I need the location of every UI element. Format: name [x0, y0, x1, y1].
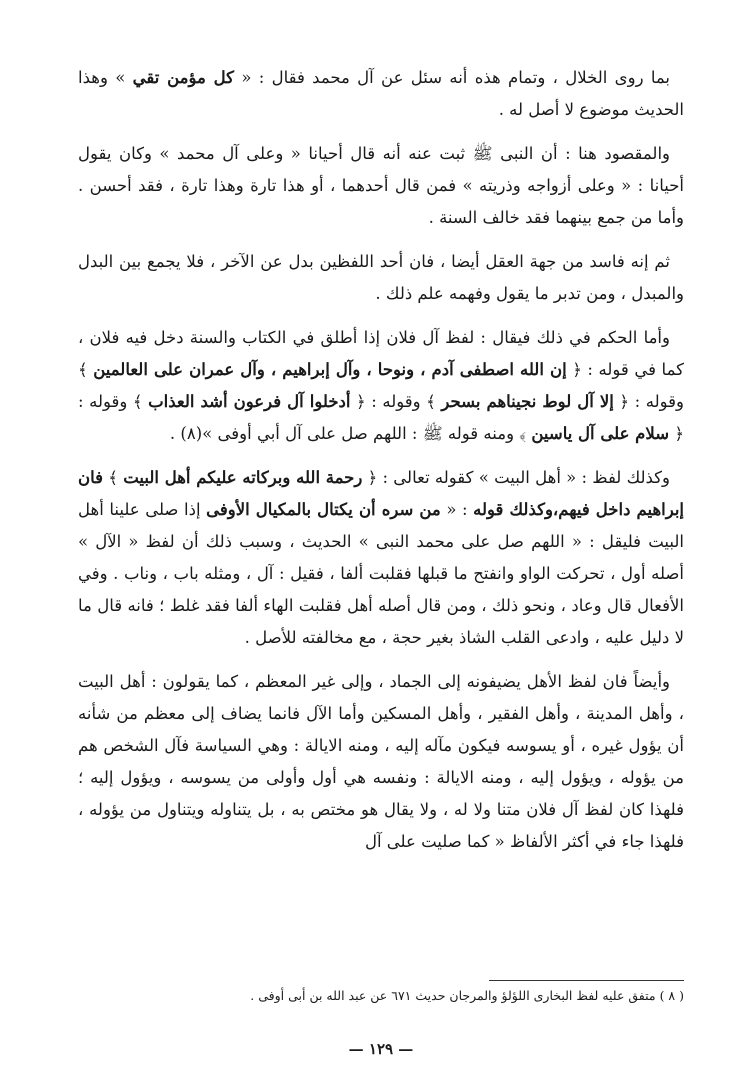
text-segment: والمقصود هنا : أن النبى ﷺ ثبت عنه أنه قال أحيانا « وعلى آل محمد » وكان يقول أحيانا : « وعلى أزواجه وذريته » فمن قال أحدهما ، أو هذا تارة وهذا تارة ، فقد أحسن . وأما من جمع بينهما فقد خالف السنة .	[78, 144, 684, 227]
text-segment: ﴾	[103, 468, 124, 487]
footnote-rule	[489, 980, 684, 981]
quoted-text: أدخلوا آل فرعون أشد العذاب	[148, 392, 351, 411]
footnote: ( ٨ ) متفق عليه لفظ البخارى اللؤلؤ والمرجان حديث ٦٧١ عن عبد الله بن أبى أوفى .	[250, 988, 684, 1003]
quoted-text: من سره أن يكتال بالمكيال الأوفى	[206, 500, 441, 519]
text-segment: وأيضاً فان لفظ الأهل يضيفونه إلى الجماد ، وإلى غير المعظم ، كما يقولون : أهل البيت ، وأهل المدينة ، وأهل الفقير ، وأهل المسكين وأما الآل فانما يضاف إلى معظم من شأنه أن يؤول غيره ، أو يسوسه فيكون مآله إليه ، ومنه الايالة : وهي السياسة فآل الشخص هم من يؤوله ، ويؤول إليه ، ومنه الايالة : ونفسه هي أول وأولى من يسوسه ، ويؤول إليه ؛ فلهذا كان لفظ آل فلان متنا ولا له ، ولا يقال هو مختص به ، بل يتناوله ويتناول من يؤوله ، فلهذا جاء في أكثر الألفاظ « كما صليت على آل	[78, 672, 684, 851]
paragraph	[78, 462, 684, 654]
quoted-text: فان إبراهيم داخل فيهم،وكذلك قوله	[78, 468, 685, 519]
quoted-text: إن الله اصطفى آدم ، ونوحا ، وآل إبراهيم ، وآل عمران على العالمين	[93, 360, 567, 379]
page-number: — ١٢٩ —	[348, 1040, 414, 1058]
quoted-text: رحمة الله وبركاته عليكم أهل البيت	[123, 468, 363, 487]
paragraph	[78, 322, 684, 450]
text-segment: : «	[440, 500, 474, 519]
paragraph	[78, 138, 684, 234]
text-segment: وكذلك لفظ : « أهل البيت » كقوله تعالى : ﴿	[362, 468, 670, 487]
body-text	[78, 62, 684, 858]
text-segment: ﴾ ومنه قوله ﷺ : اللهم صل على آل أبي أوفى »(٨) .	[169, 424, 532, 443]
quoted-text: إلا آل لوط نجيناهم بسحر	[441, 392, 614, 411]
quoted-text: كل مؤمن تقي	[132, 68, 235, 87]
text-segment: ﴾ وقوله : ﴿	[350, 392, 442, 411]
text-segment: وأما الحكم في ذلك فيقال : لفظ آل فلان إذا أطلق في الكتاب والسنة دخل فيه فلان ، كما في قوله : ﴿	[78, 328, 684, 379]
text-segment: إذا صلى علينا أهل البيت فليقل : « اللهم صل على محمد النبى » الحديث ، وسبب ذلك أن لفظ « الآل » أصله أول ، تحركت الواو وانفتح ما قبلها فقلبت ألفا ، فقيل : آل ، ومثله باب ، وناب . وفي الأفعال قال وعاد ، ونحو ذلك ، ومن قال أصله أهل فقلبت الهاء ألفا فقد غلط ؛ فانه قال ما لا دليل عليه ، وادعى القلب الشاذ بغير حجة ، مع مخالفته للأصل .	[78, 500, 684, 647]
text-segment: ثم إنه فاسد من جهة العقل أيضا ، فان أحد اللفظين بدل عن الآخر ، فلا يجمع بين البدل والمبدل ، ومن تدبر ما يقول وفهمه علم ذلك .	[78, 252, 684, 303]
paragraph	[78, 666, 684, 858]
text-segment: بما روى الخلال ، وتمام هذه أنه سئل عن آل محمد فقال : «	[234, 68, 670, 87]
document-page	[78, 62, 684, 1062]
text-segment: » وهذا الحديث موضوع لا أصل له .	[78, 68, 684, 119]
paragraph	[78, 62, 684, 126]
text-segment: ﴾ وقوله : ﴿	[78, 360, 685, 411]
quoted-text: سلام على آل ياسين	[531, 424, 670, 443]
paragraph	[78, 246, 684, 310]
text-segment: ﴾ وقوله : ﴿	[78, 392, 684, 443]
